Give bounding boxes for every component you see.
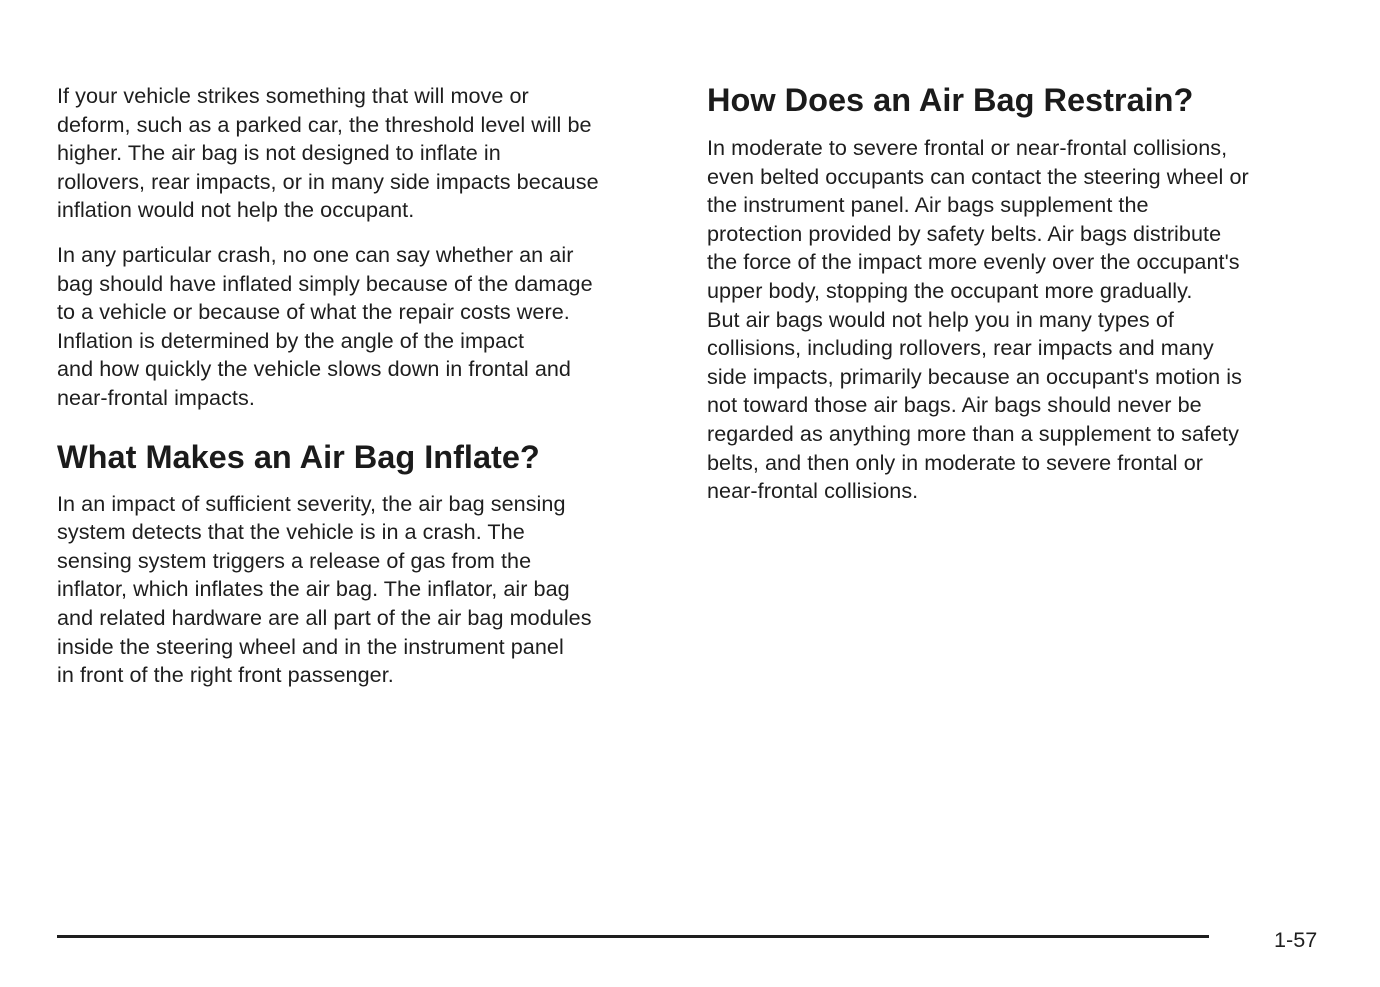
restrain-paragraph — [707, 134, 1332, 506]
text-line: collisions, including rollovers, rear impacts and many — [707, 335, 1214, 361]
text-line: in front of the right front passenger. — [57, 662, 394, 688]
text-line: system detects that the vehicle is in a crash. The — [57, 519, 525, 545]
text-line: If your vehicle strikes something that will move or — [57, 83, 529, 108]
text-line: to a vehicle or because of what the repair costs were. — [57, 299, 570, 325]
text-line: inflation would not help the occupant. — [57, 197, 415, 223]
crash-inflation-paragraph — [57, 241, 669, 413]
page-number: 1-57 — [1274, 927, 1318, 952]
left-column — [57, 82, 669, 690]
text-line: inflator, which inflates the air bag. The inflator, air bag — [57, 576, 570, 602]
text-line: deform, such as a parked car, the threshold level will be — [57, 111, 592, 137]
text-line: sensing system triggers a release of gas from the — [57, 547, 532, 573]
text-line: bag should have inflated simply because of the damage — [57, 270, 593, 296]
section-heading-restrain: How Does an Air Bag Restrain? — [707, 82, 1194, 118]
text-line: In any particular crash, no one can say whether an air — [57, 241, 574, 267]
text-line: and related hardware are all part of the air bag modules — [57, 604, 592, 630]
text-line: higher. The air bag is not designed to inflate in — [57, 140, 501, 166]
text-line: In moderate to severe frontal or near-frontal collisions, — [707, 135, 1228, 160]
text-line: belts, and then only in moderate to severe frontal or — [707, 449, 1203, 475]
threshold-paragraph — [57, 82, 669, 225]
sensing-system-paragraph — [57, 490, 669, 690]
text-line: the instrument panel. Air bags supplement the — [707, 192, 1149, 218]
text-line: and how quickly the vehicle slows down in frontal and — [57, 356, 571, 382]
text-line: In an impact of sufficient severity, the air bag sensing — [57, 490, 566, 516]
text-line: upper body, stopping the occupant more gradually. — [707, 277, 1193, 303]
right-column — [707, 82, 1332, 506]
text-line: side impacts, primarily because an occupant's motion is — [707, 363, 1242, 389]
text-line: But air bags would not help you in many types of — [707, 306, 1174, 332]
text-line: near-frontal impacts. — [57, 384, 255, 410]
text-line: the force of the impact more evenly over the occupant's — [707, 249, 1240, 275]
text-line: inside the steering wheel and in the instrument panel — [57, 633, 564, 659]
text-line: near-frontal collisions. — [707, 478, 919, 504]
section-heading-inflate: What Makes an Air Bag Inflate? — [57, 438, 540, 475]
footer-rule — [57, 935, 1209, 938]
text-line: rollovers, rear impacts, or in many side impacts because — [57, 168, 599, 194]
text-line: regarded as anything more than a supplement to safety — [707, 420, 1240, 446]
text-line: Inflation is determined by the angle of the impact — [57, 327, 525, 353]
text-line: even belted occupants can contact the steering wheel or — [707, 163, 1249, 189]
text-line: protection provided by safety belts. Air bags distribute — [707, 220, 1222, 246]
text-line: not toward those air bags. Air bags should never be — [707, 392, 1202, 418]
